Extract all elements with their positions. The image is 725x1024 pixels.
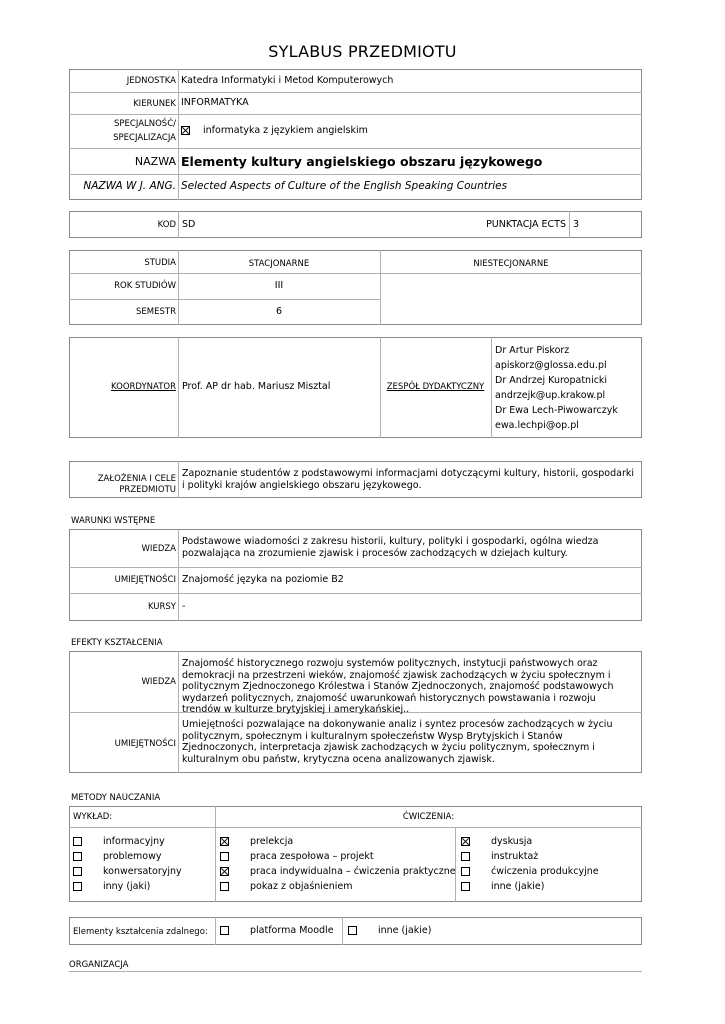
metoda-label: inne (jakie) — [491, 881, 545, 892]
zalozenia-label-1: ZAŁOŻENIA I CELE — [97, 474, 176, 484]
metoda-checkbox[interactable] — [73, 882, 82, 891]
metoda-checkbox[interactable] — [220, 837, 229, 846]
specjalnosc-label-2: SPECJALIZACJA — [113, 133, 176, 143]
metoda-label: inny (jaki) — [103, 881, 151, 892]
zdalne-label: Elementy kształcenia zdalnego: — [73, 927, 208, 937]
studia-label: STUDIA — [144, 258, 176, 268]
cwiczenia-label: ĆWICZENIA: — [402, 812, 455, 822]
metoda-label: instruktaż — [491, 851, 539, 862]
metoda-label: pokaz z objaśnieniem — [250, 881, 353, 892]
metoda-label: ćwiczenia produkcyjne — [491, 866, 599, 877]
metoda-label: praca indywidualna – ćwiczenia praktyczne — [250, 866, 456, 877]
nazwa-ang-label: NAZWA W J. ANG. — [83, 180, 176, 192]
kod-value: SD — [182, 219, 196, 230]
metoda-checkbox[interactable] — [461, 882, 470, 891]
metoda-checkbox[interactable] — [73, 867, 82, 876]
zespol-item: andrzejk@up.krakow.pl — [495, 390, 606, 401]
warunki-kursy-value: - — [182, 601, 186, 612]
ects-label: PUNKTACJA ECTS — [486, 219, 566, 230]
metoda-checkbox[interactable] — [220, 852, 229, 861]
inne-checkbox[interactable] — [348, 926, 357, 935]
zespol-item: apiskorz@glossa.edu.pl — [495, 360, 607, 371]
semestr-label: SEMESTR — [136, 307, 176, 317]
zespol-list — [495, 343, 618, 433]
wyklad-label: WYKŁAD: — [73, 812, 113, 822]
specjalnosc-checkbox[interactable] — [181, 126, 190, 135]
specjalnosc-value: informatyka z językiem angielskim — [203, 125, 368, 136]
metoda-label: informacyjny — [103, 836, 165, 847]
metoda-checkbox[interactable] — [461, 867, 470, 876]
koordynator-value: Prof. AP dr hab. Mariusz Misztal — [182, 381, 331, 392]
metoda-checkbox[interactable] — [461, 852, 470, 861]
jednostka-label: JEDNOSTKA — [126, 76, 176, 86]
moodle-checkbox[interactable] — [220, 926, 229, 935]
stacjonarne-label: STACJONARNE — [248, 259, 310, 269]
warunki-kursy-label: KURSY — [147, 602, 176, 612]
kod-label: KOD — [157, 220, 176, 230]
zespol-label: ZESPÓŁ DYDAKTYCZNY — [386, 382, 485, 392]
warunki-umiej-label: UMIEJĘTNOŚCI — [114, 575, 176, 585]
rok-value: III — [274, 280, 284, 291]
efekty-section-title: EFEKTY KSZTAŁCENIA — [71, 638, 163, 648]
efekty-umiej-value: Umiejętności pozwalające na dokonywanie analiz i syntez procesów zachodzących w życiu politycznym, społecznym i kulturalnym społeczeństw Wysp Brytyjskich i Stanów Zjednoczonych, interpretacja zjawisk zachodzących w życiu politycznym, społecznym i kulturalnym obu państw, krytyczna ocena analizowanych zjawisk. — [182, 719, 613, 765]
ects-value: 3 — [573, 219, 580, 230]
efekty-umiej-label: UMIEJĘTNOŚCI — [114, 739, 176, 749]
efekty-wiedza-label: WIEDZA — [141, 677, 176, 687]
zespol-item: ewa.lechpi@op.pl — [495, 420, 579, 431]
metoda-label: dyskusja — [491, 836, 533, 847]
rok-label: ROK STUDIÓW — [114, 281, 176, 291]
zespol-item: Dr Artur Piskorz — [495, 345, 570, 356]
organizacja-section-title: ORGANIZACJA — [69, 960, 129, 970]
metoda-label: problemowy — [103, 851, 162, 862]
nazwa-value: Elementy kultury angielskiego obszaru językowego — [181, 154, 543, 169]
niestacjonarne-label: NIESTECJONARNE — [473, 259, 549, 269]
metoda-label: praca zespołowa – projekt — [250, 851, 374, 862]
jednostka-value: Katedra Informatyki i Metod Komputerowych — [181, 75, 394, 86]
page-title: SYLABUS PRZEDMIOTU — [268, 42, 457, 61]
warunki-wiedza-value: Podstawowe wiadomości z zakresu historii, kultury, polityki i gospodarki, ogólna wiedza pozwalająca na zrozumienie zjawisk i procesów zachodzących w dziejach kultury. — [182, 536, 599, 559]
metoda-checkbox[interactable] — [220, 882, 229, 891]
metoda-label: prelekcja — [250, 836, 294, 847]
zalozenia-label-2: PRZEDMIOTU — [119, 485, 176, 495]
nazwa-label: NAZWA — [134, 155, 176, 168]
inne-label: inne (jakie) — [378, 925, 432, 936]
koordynator-label: KOORDYNATOR — [111, 382, 176, 392]
metody-section-title: METODY NAUCZANIA — [71, 793, 161, 803]
efekty-wiedza-value: Znajomość historycznego rozwoju systemów politycznych, instytucji państwowych oraz demokracji na przestrzeni wieków, znajomość zjawisk zachodzących w życiu społecznym i politycznym Zjednoczonego Królestwa i Stanów Zjednoczonych, znajomość podstawowych wydarzeń politycznych, znajomość uwarunkowań historycznych powstawania i rozwoju trendów w kulturze brytyjskiej i amerykańskiej.. — [182, 658, 614, 715]
zespol-item: Dr Andrzej Kuropatnicki — [495, 375, 608, 386]
nazwa-ang-value: Selected Aspects of Culture of the English Speaking Countries — [181, 180, 508, 192]
zespol-item: Dr Ewa Lech-Piwowarczyk — [495, 405, 618, 416]
metoda-checkbox[interactable] — [73, 852, 82, 861]
warunki-wiedza-label: WIEDZA — [141, 544, 176, 554]
moodle-label: platforma Moodle — [250, 925, 334, 936]
specjalnosc-label-1: SPECJALNOŚĆ/ — [114, 119, 176, 129]
zalozenia-value: Zapoznanie studentów z podstawowymi informacjami dotyczącymi kultury, historii, gospodarki i polityki krajów angielskiego obszaru językowego. — [182, 468, 635, 491]
metoda-label: konwersatoryjny — [103, 866, 182, 877]
semestr-value: 6 — [275, 306, 283, 317]
metoda-checkbox[interactable] — [220, 867, 229, 876]
kierunek-value: INFORMATYKA — [181, 97, 249, 108]
kierunek-label: KIERUNEK — [133, 99, 176, 109]
warunki-section-title: WARUNKI WSTĘPNE — [71, 516, 156, 526]
metoda-checkbox[interactable] — [73, 837, 82, 846]
metoda-checkbox[interactable] — [461, 837, 470, 846]
warunki-umiej-value: Znajomość języka na poziomie B2 — [182, 574, 344, 585]
